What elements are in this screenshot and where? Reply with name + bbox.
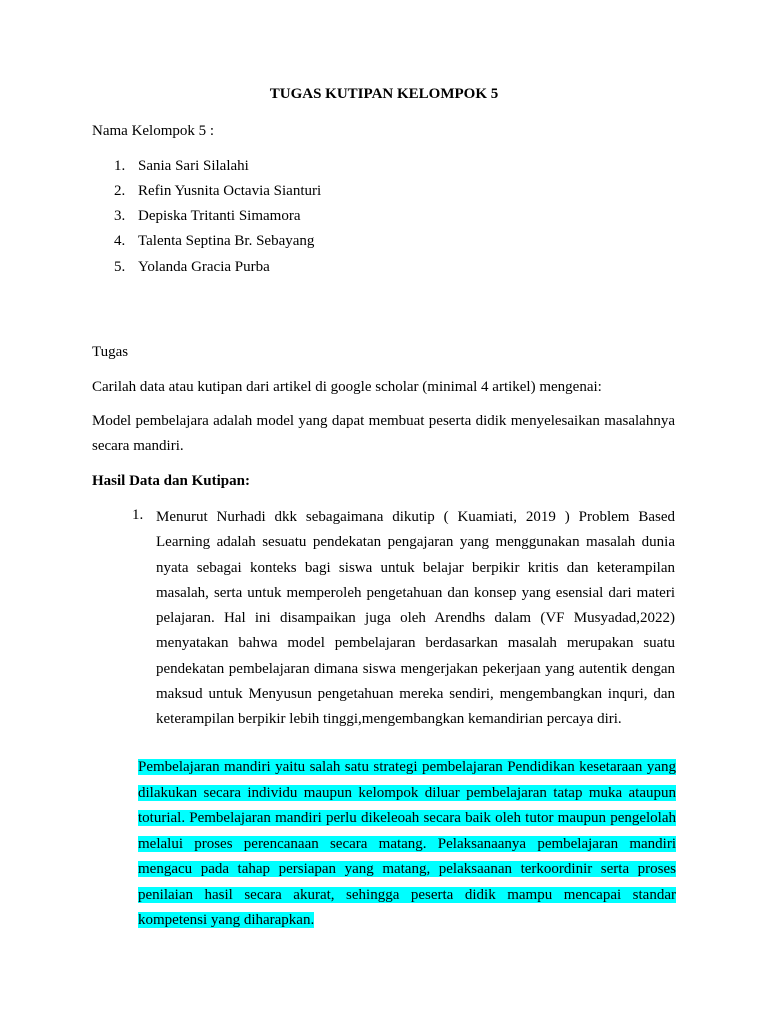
task-topic: Model pembelajara adalah model yang dapat membuat peserta didik menyelesaikan masalahnya secara mandiri.: [92, 413, 675, 454]
member-number: 2.: [114, 183, 126, 199]
member-name: Yolanda Gracia Purba: [138, 259, 270, 275]
task-heading: Tugas: [92, 344, 129, 360]
member-name: Sania Sari Silalahi: [138, 158, 249, 174]
task-instruction: Carilah data atau kutipan dari artikel di google scholar (minimal 4 artikel) mengenai:: [92, 379, 602, 395]
member-number: 5.: [114, 259, 126, 275]
results-heading: Hasil Data dan Kutipan:: [92, 473, 250, 489]
member-number: 3.: [114, 208, 126, 224]
highlighted-paragraph-block: [138, 755, 676, 934]
document-title: TUGAS KUTIPAN KELOMPOK 5: [269, 86, 499, 102]
highlighted-paragraph: Pembelajaran mandiri yaitu salah satu strategi pembelajaran Pendidikan kesetaraan yang dilakukan secara individu maupun kelompok diluar pembelajaran tatap muka ataupun toturial. Pembelajaran mandiri perlu dikeleoah secara baik oleh tutor maupun pengelolah melalui proses perencanaan secara matang. Pelaksanaanya pembelajaran mandiri mengacu pada tahap persiapan yang matang, pelaksaanan terkoordinir serta proses penilaian hasil secara akurat, sehingga peserta didik mampu mencapai standar kompetensi yang diharapkan.: [138, 759, 676, 928]
member-name: Talenta Septina Br. Sebayang: [138, 233, 315, 249]
member-number: 4.: [114, 233, 126, 249]
member-name: Depiska Tritanti Simamora: [138, 208, 301, 224]
member-name: Refin Yusnita Octavia Sianturi: [138, 183, 322, 199]
quote-number: 1.: [132, 507, 144, 523]
group-label: Nama Kelompok 5 :: [92, 123, 215, 139]
member-number: 1.: [114, 158, 126, 174]
quote-text: Menurut Nurhadi dkk sebagaimana dikutip ( Kuamiati, 2019 ) Problem Based Learning adalah sesuatu pendekatan pengajaran yang menggunakan masalah dunia nyata sebagai konteks bagi siswa untuk belajar berpikir kritis dan keterampilan masalah, serta untuk memperoleh pengetahuan dan konsep yang esensial dari materi pelajaran. Hal ini disampaikan juga oleh Arendhs dalam (VF Musyadad,2022) menyatakan bahwa model pembelajaran berdasarkan masalah merupakan suatu pendekatan pembelajaran dimana siswa mengerjakan pekerjaan yang autentik dengan maksud untuk Menyusun pengetahuan mereka sendiri, mengembangkan inquri, dan keterampilan berpikir lebih tinggi,mengembangkan kemandirian percaya diri.: [156, 509, 675, 728]
